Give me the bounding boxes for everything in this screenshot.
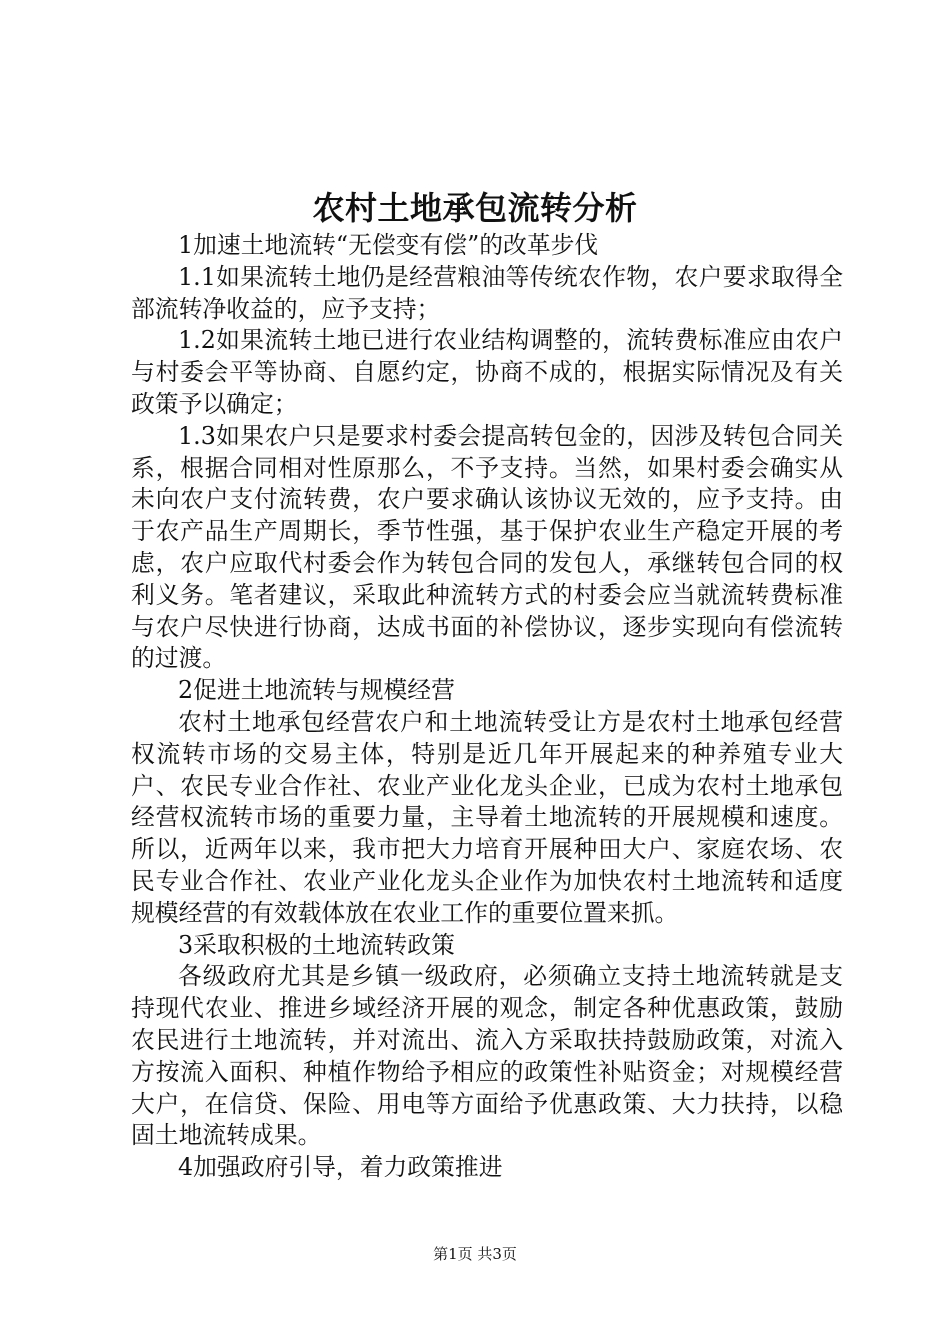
paragraph-1-1: 1.1如果流转土地仍是经营粮油等传统农作物，农户要求取得全部流转净收益的，应予支持； xyxy=(131,262,843,323)
document-body xyxy=(131,230,843,1184)
heading-2: 2促进土地流转与规模经营 xyxy=(178,676,455,705)
paragraph-1-3: 1.3如果农户只是要求村委会提高转包金的，因涉及转包合同关系，根据合同相对性原那么，不予支持。当然，如果村委会确实从未向农户支付流转费，农户要求确认该协议无效的，应予支持。由于农产品生产周期长，季节性强，基于保护农业生产稳定开展的考虑，农户应取代村委会作为转包合同的发包人，承继转包合同的权利义务。笔者建议，采取此种流转方式的村委会应当就流转费标准与农户尽快进行协商，达成书面的补偿协议，逐步实现向有偿流转的过渡。 xyxy=(131,421,843,673)
page-footer: 第1页 共3页 xyxy=(433,1245,517,1263)
heading-4: 4加强政府引导，着力政策推进 xyxy=(178,1153,503,1182)
document-title: 农村土地承包流转分析 xyxy=(312,189,638,227)
paragraph-1-2: 1.2如果流转土地已进行农业结构调整的，流转费标准应由农户与村委会平等协商、自愿约定，协商不成的，根据实际情况及有关政策予以确定； xyxy=(131,326,843,418)
paragraph-3: 各级政府尤其是乡镇一级政府，必须确立支持土地流转就是支持现代农业、推进乡域经济开展的观念，制定各种优惠政策，鼓励农民进行土地流转，并对流出、流入方采取扶持鼓励政策，对流入方按流入面积、种植作物给予相应的政策性补贴资金；对规模经营大户，在信贷、保险、用电等方面给予优惠政策、大力扶持，以稳固土地流转成果。 xyxy=(131,962,843,1150)
heading-1: 1加速土地流转“无偿变有偿”的改革步伐 xyxy=(178,231,599,259)
paragraph-2: 农村土地承包经营农户和土地流转受让方是农村土地承包经营权流转市场的交易主体，特别是近几年开展起来的种养殖专业大户、农民专业合作社、农业产业化龙头企业，已成为农村土地承包经营权流转市场的重要力量，主导着土地流转的开展规模和速度。所以，近两年以来，我市把大力培育开展种田大户、家庭农场、农民专业合作社、农业产业化龙头企业作为加快农村土地流转和适度规模经营的有效载体放在农业工作的重要位置来抓。 xyxy=(131,707,843,927)
heading-3: 3采取积极的土地流转政策 xyxy=(178,930,455,959)
